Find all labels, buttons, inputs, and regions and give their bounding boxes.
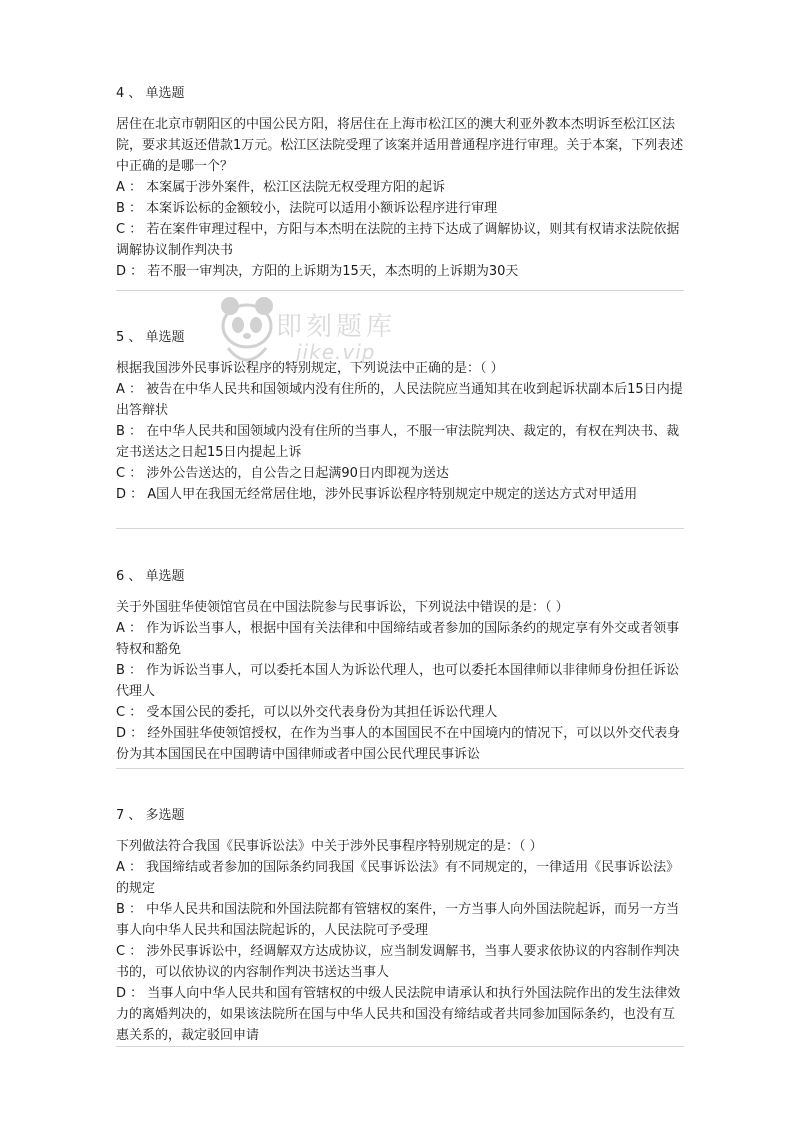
question-stem: 根据我国涉外民事诉讼程序的特别规定，下列说法中正确的是：（ ） xyxy=(116,361,504,376)
option-d: D ： 若不服一审判决，方阳的上诉期为15天，本杰明的上诉期为30天 xyxy=(116,264,519,279)
question-7 xyxy=(116,806,684,1086)
option-b: B ： 本案诉讼标的金额较小，法院可以适用小额诉讼程序进行审理 xyxy=(116,201,498,216)
question-header: 6 、 单选题 xyxy=(116,569,185,584)
question-4 xyxy=(116,84,684,294)
option-c: C ： 涉外民事诉讼中，经调解双方达成协议，应当制发调解书，当事人要求依协议的内容制作判决书的，可以依协议的内容制作判决书送达当事人 xyxy=(116,944,680,980)
option-c: C ： 若在案件审理过程中，方阳与本杰明在法院的主持下达成了调解协议，则其有权请求法院依据调解协议制作判决书 xyxy=(116,222,680,258)
option-a: A ： 我国缔结或者参加的国际条约同我国《民事诉讼法》有不同规定的，一律适用《民事诉讼法》的规定 xyxy=(116,860,680,896)
option-b: B ： 中华人民共和国法院和外国法院都有管辖权的案件，一方当事人向外国法院起诉，而另一方当事人向中华人民共和国法院起诉的，人民法院可予受理 xyxy=(116,902,680,938)
option-c: C ： 涉外公告送达的，自公告之日起满90日内即视为送达 xyxy=(116,466,449,481)
watermark-text: 即刻题库 xyxy=(276,312,397,342)
option-d: D ： 当事人向中华人民共和国有管辖权的中级人民法院申请承认和执行外国法院作出的发生法律效力的离婚判决的，如果该法院所在国与中华人民共和国没有缔结或者共同参加国际条约，也没有互惠关系的，裁定驳回申请 xyxy=(116,986,681,1043)
option-a: A ： 作为诉讼当事人，根据中国有关法律和中国缔结或者参加的国际条约的规定享有外交或者领事特权和豁免 xyxy=(116,621,680,657)
question-header: 4 、 单选题 xyxy=(116,86,185,101)
question-stem: 下列做法符合我国《民事诉讼法》中关于涉外民事程序特别规定的是：（ ） xyxy=(116,839,543,854)
question-stem: 居住在北京市朝阳区的中国公民方阳，将居住在上海市松江区的澳大利亚外教本杰明诉至松江区法院，要求其返还借款1万元。松江区法院受理了该案并适用普通程序进行审理。关于本案，下列表述中正确的是哪一个？ xyxy=(116,117,684,174)
divider xyxy=(116,1046,684,1047)
option-a: A ： 被告在中华人民共和国领域内没有住所的，人民法院应当通知其在收到起诉状副本后15日内提出答辩状 xyxy=(116,382,683,418)
option-a: A ： 本案属于涉外案件，松江区法院无权受理方阳的起诉 xyxy=(116,180,446,195)
option-b: B ： 作为诉讼当事人，可以委托本国人为诉讼代理人，也可以委托本国律师以非律师身份担任诉讼代理人 xyxy=(116,663,680,699)
option-d: D ： 经外国驻华使领馆授权，在作为当事人的本国国民不在中国境内的情况下，可以以外交代表身份为其本国国民在中国聘请中国律师或者中国公民代理民事诉讼 xyxy=(116,726,681,762)
divider xyxy=(116,528,684,529)
divider xyxy=(116,290,684,291)
divider xyxy=(116,768,684,769)
option-c: C ： 受本国公民的委托，可以以外交代表身份为其担任诉讼代理人 xyxy=(116,705,498,720)
option-b: B ： 在中华人民共和国领域内没有住所的当事人，不服一审法院判决、裁定的，有权在判决书、裁定书送达之日起15日内提起上诉 xyxy=(116,424,680,460)
question-6 xyxy=(116,567,684,809)
question-header: 7 、 多选题 xyxy=(116,808,185,823)
question-stem: 关于外国驻华使领馆官员在中国法院参与民事诉讼，下列说法中错误的是：（ ） xyxy=(116,600,569,615)
option-d: D ： A国人甲在我国无经常居住地，涉外民事诉讼程序特别规定中规定的送达方式对甲适用 xyxy=(116,487,638,502)
watermark-url: jike.vip xyxy=(296,340,376,364)
question-header: 5 、 单选题 xyxy=(116,330,185,345)
question-5 xyxy=(116,328,684,538)
